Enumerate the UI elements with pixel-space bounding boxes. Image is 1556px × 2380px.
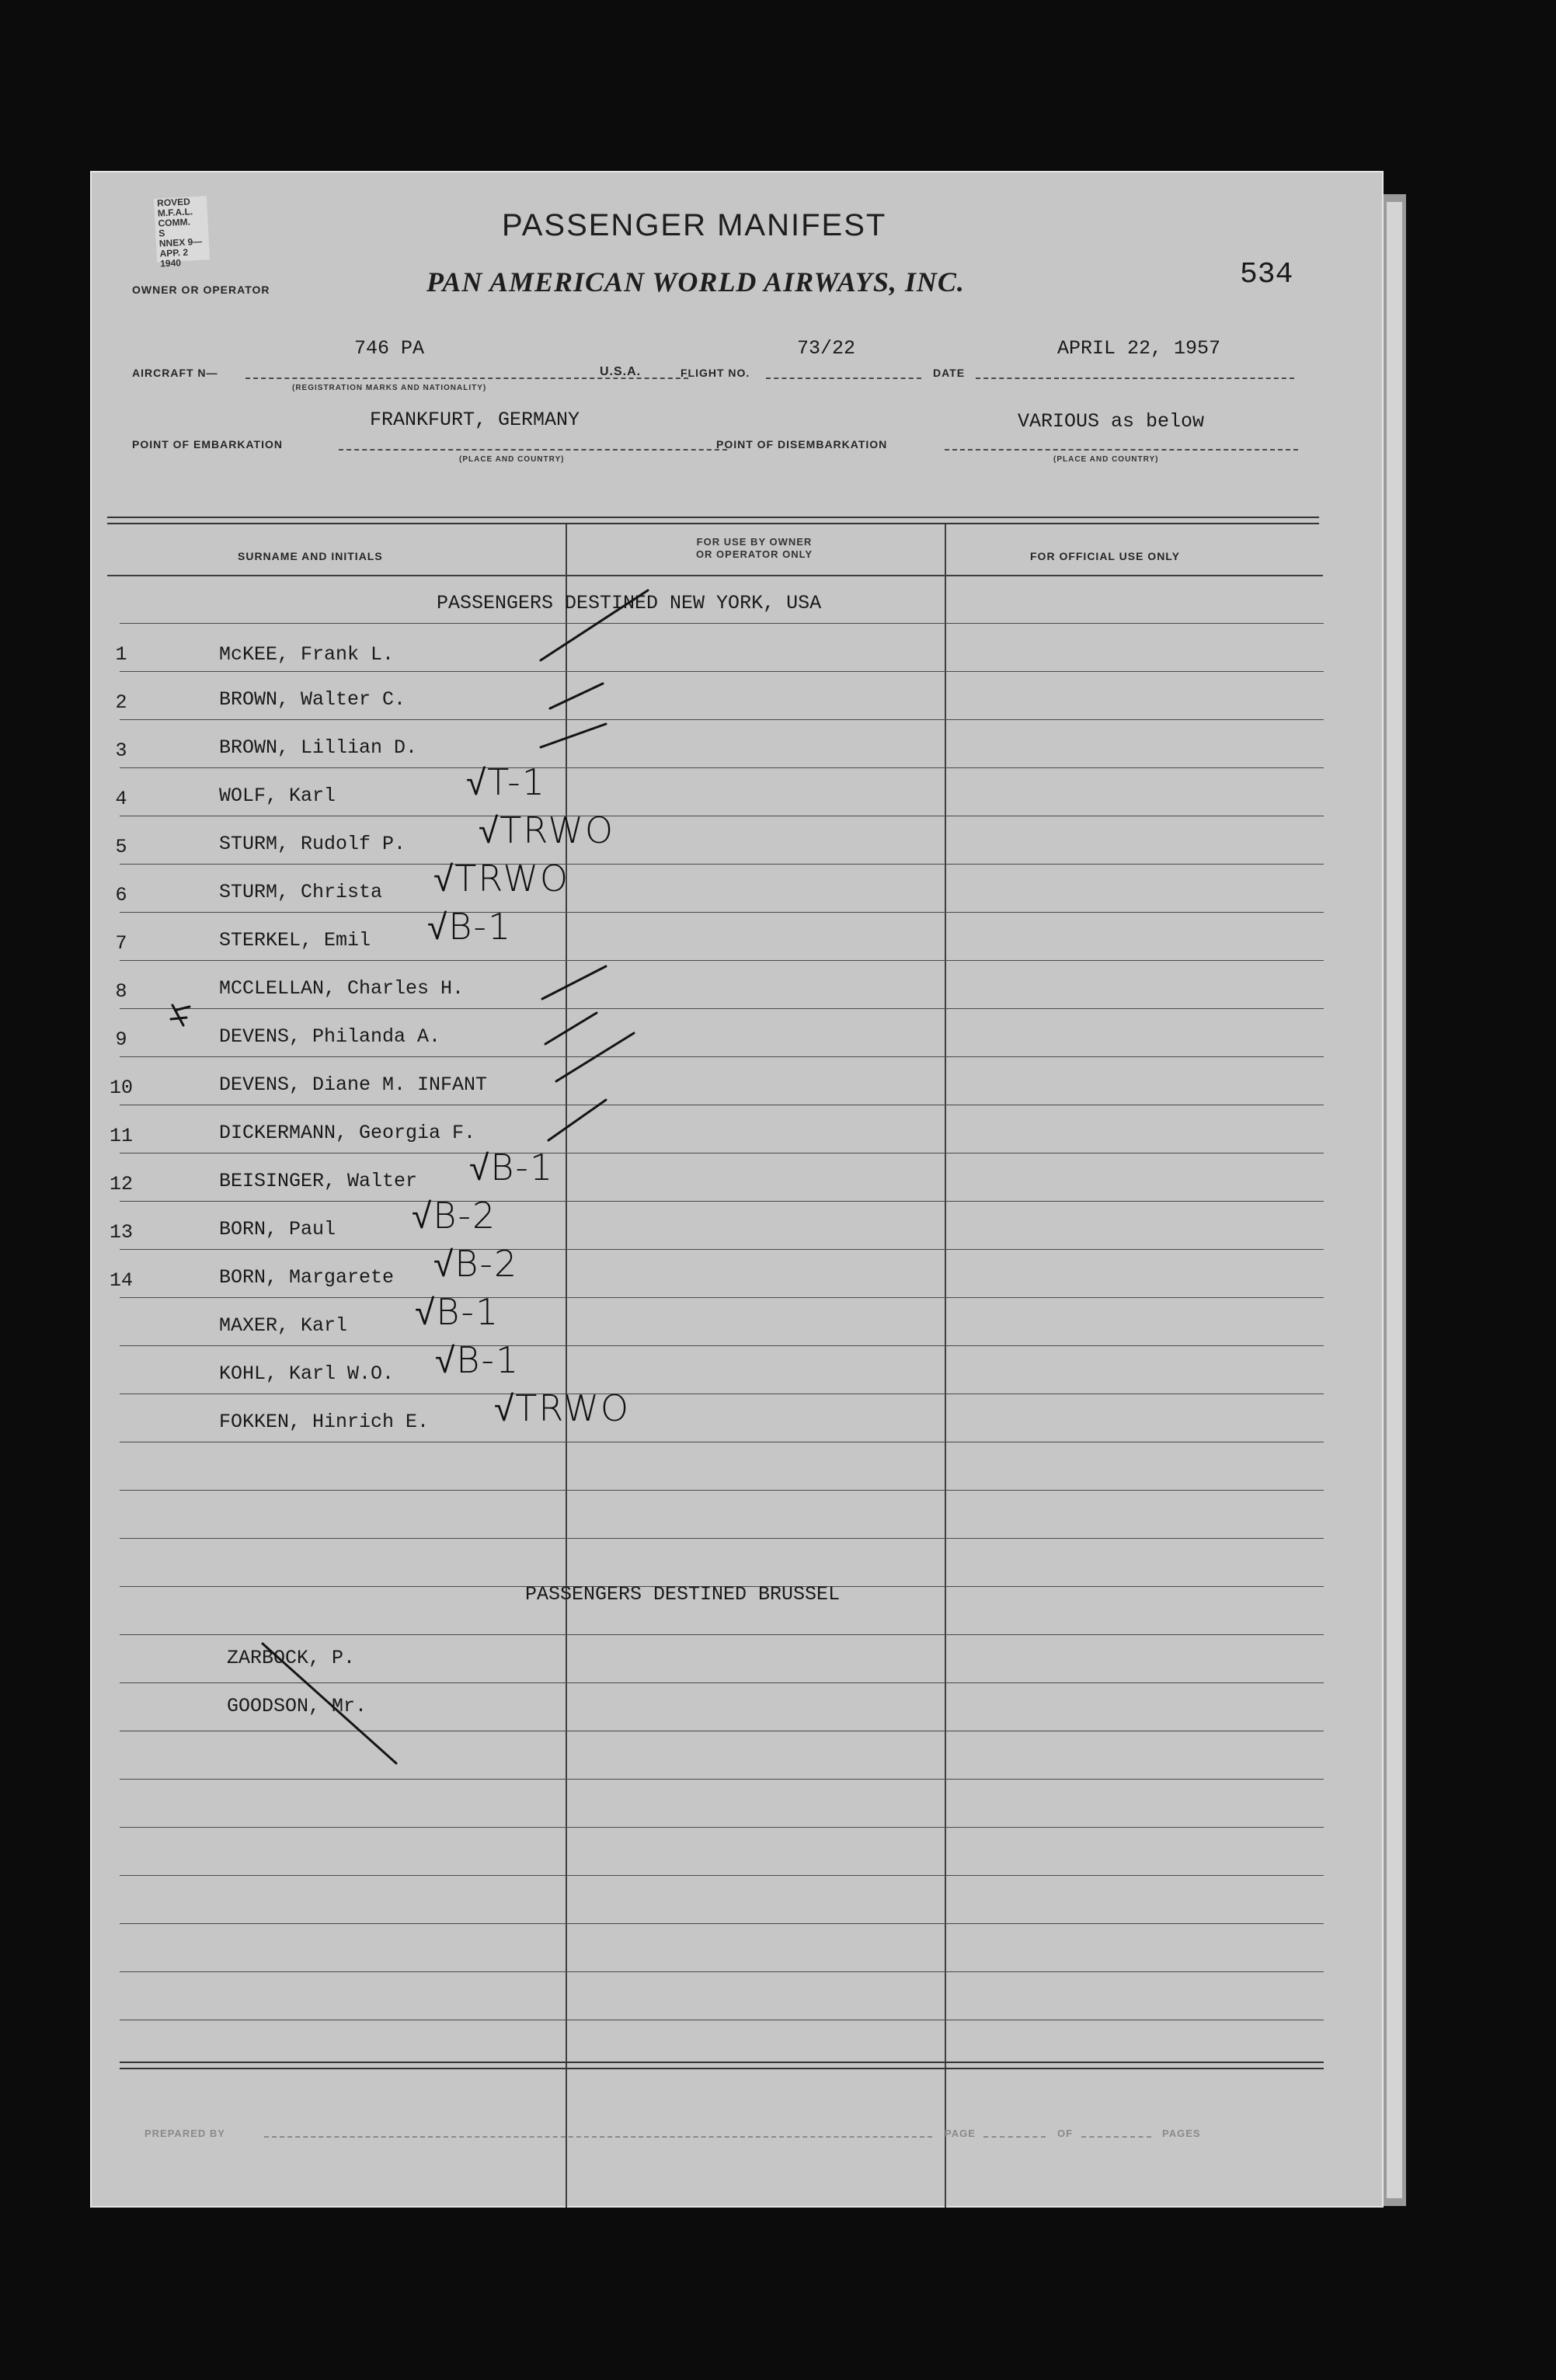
row-number: 11	[109, 1125, 133, 1147]
embarkation-label: POINT OF EMBARKATION	[132, 438, 283, 451]
initials-mark	[171, 1005, 190, 1025]
embarkation-value: FRANKFURT, GERMANY	[370, 409, 580, 431]
column-header-owner-use-line1: FOR USE BY OWNER	[696, 536, 813, 548]
passenger-name: KOHL, Karl W.O.	[219, 1362, 395, 1385]
row-number: 7	[115, 932, 127, 955]
passenger-name: STURM, Christa	[219, 881, 383, 903]
pages-label: PAGES	[1162, 2128, 1201, 2139]
form-title: PASSENGER MANIFEST	[502, 208, 887, 242]
passenger-name: DICKERMANN, Georgia F.	[219, 1122, 476, 1144]
prepared-by-label: PREPARED BY	[144, 2128, 225, 2139]
slash-stroke	[550, 684, 603, 708]
stamp-line: 1940	[159, 257, 182, 270]
pages-underline	[1081, 2136, 1151, 2138]
passenger-name: WOLF, Karl	[219, 785, 336, 807]
of-label: OF	[1057, 2128, 1074, 2139]
row-number: 6	[115, 884, 127, 906]
section-heading-brussel: PASSENGERS DESTINED BRUSSEL	[525, 1583, 841, 1606]
handwritten-mark: √TRWO	[433, 858, 570, 899]
prepared-by-underline	[264, 2136, 932, 2138]
passenger-name: BROWN, Walter C.	[219, 688, 406, 711]
stamp-line: ROVED	[156, 196, 191, 209]
handwritten-mark: √B-1	[415, 1291, 500, 1333]
owner-label: OWNER OR OPERATOR	[132, 284, 270, 296]
disembarkation-value: VARIOUS as below	[1018, 410, 1205, 433]
handwritten-mark: √B-1	[427, 906, 513, 948]
passenger-name: STERKEL, Emil	[219, 929, 371, 952]
table-bottom-rule	[120, 2062, 1324, 2069]
row-number: 13	[109, 1221, 133, 1244]
stamp-line: M.F.A.L. COMM.	[157, 206, 193, 229]
column-header-official: FOR OFFICIAL USE ONLY	[1030, 550, 1180, 562]
disembarkation-label: POINT OF DISEMBARKATION	[716, 438, 888, 451]
slash-stroke	[545, 1013, 597, 1044]
row-number: 12	[109, 1173, 133, 1195]
passenger-name: GOODSON, Mr.	[227, 1695, 367, 1717]
airline-name: PAN AMERICAN WORLD AIRWAYS, INC.	[426, 266, 965, 298]
row-number: 8	[115, 980, 127, 1003]
page-underline	[983, 2136, 1046, 2138]
handwritten-mark: √B-1	[435, 1339, 520, 1381]
date-label: DATE	[933, 367, 966, 379]
passenger-name: ZARBOCK, P.	[227, 1647, 356, 1669]
handwritten-mark: √TRWO	[494, 1387, 631, 1429]
handwritten-mark: √B-1	[469, 1147, 555, 1188]
aircraft-value: 746 PA	[354, 337, 425, 360]
row-number: 10	[109, 1077, 133, 1099]
row-number: 1	[115, 643, 127, 666]
slash-stroke	[548, 1100, 606, 1140]
row-number: 5	[115, 836, 127, 858]
embarkation-caption: (PLACE AND COUNTRY)	[459, 455, 565, 464]
passenger-name: BORN, Margarete	[219, 1266, 395, 1289]
country-label: U.S.A.	[600, 365, 642, 378]
passenger-name: MCCLELLAN, Charles H.	[219, 977, 465, 1000]
back-sheet-edge	[1387, 202, 1402, 2198]
row-number: 2	[115, 691, 127, 714]
manifest-page	[90, 171, 1384, 2208]
pen-strokes	[90, 171, 1384, 2208]
handwritten-mark: √B-2	[412, 1195, 497, 1237]
flight-label: FLIGHT NO.	[681, 367, 750, 379]
passenger-name: DEVENS, Philanda A.	[219, 1025, 441, 1048]
stamp-line: S	[158, 228, 165, 239]
date-value: APRIL 22, 1957	[1057, 337, 1221, 360]
page-number: 534	[1240, 258, 1293, 291]
aircraft-label: AIRCRAFT N—	[132, 367, 218, 379]
disembarkation-caption: (PLACE AND COUNTRY)	[1053, 455, 1159, 464]
passenger-name: McKEE, Frank L.	[219, 643, 395, 666]
handwritten-mark: √TRWO	[479, 809, 615, 851]
passenger-name: BEISINGER, Walter	[219, 1170, 418, 1192]
slash-stroke	[263, 1644, 396, 1763]
stamp-line: NNEX 9—APP. 2	[158, 235, 203, 259]
row-number: 14	[109, 1269, 133, 1292]
row-number: 9	[115, 1028, 127, 1051]
column-header-surname: SURNAME AND INITIALS	[238, 550, 383, 562]
aircraft-caption: (REGISTRATION MARKS AND NATIONALITY)	[292, 384, 487, 392]
slash-stroke	[541, 590, 648, 660]
row-number: 4	[115, 788, 127, 810]
passenger-name: DEVENS, Diane M. INFANT	[219, 1073, 488, 1096]
handwritten-mark: √B-2	[433, 1243, 519, 1285]
slash-stroke	[542, 966, 606, 999]
row-number: 3	[115, 739, 127, 762]
passenger-name: BORN, Paul	[219, 1218, 336, 1240]
section-heading-new-york: PASSENGERS DESTINED NEW YORK, USA	[437, 592, 822, 614]
slash-stroke	[556, 1033, 634, 1081]
passenger-name: MAXER, Karl	[219, 1314, 348, 1337]
handwritten-mark: √T-1	[466, 761, 546, 803]
flight-value: 73/22	[797, 337, 856, 360]
page-label: PAGE	[945, 2128, 976, 2139]
passenger-name: BROWN, Lillian D.	[219, 736, 418, 759]
column-header-owner-use-line2: OR OPERATOR ONLY	[695, 548, 813, 560]
passenger-name: FOKKEN, Hinrich E.	[219, 1411, 430, 1433]
passenger-name: STURM, Rudolf P.	[219, 833, 406, 855]
slash-stroke	[541, 724, 606, 747]
